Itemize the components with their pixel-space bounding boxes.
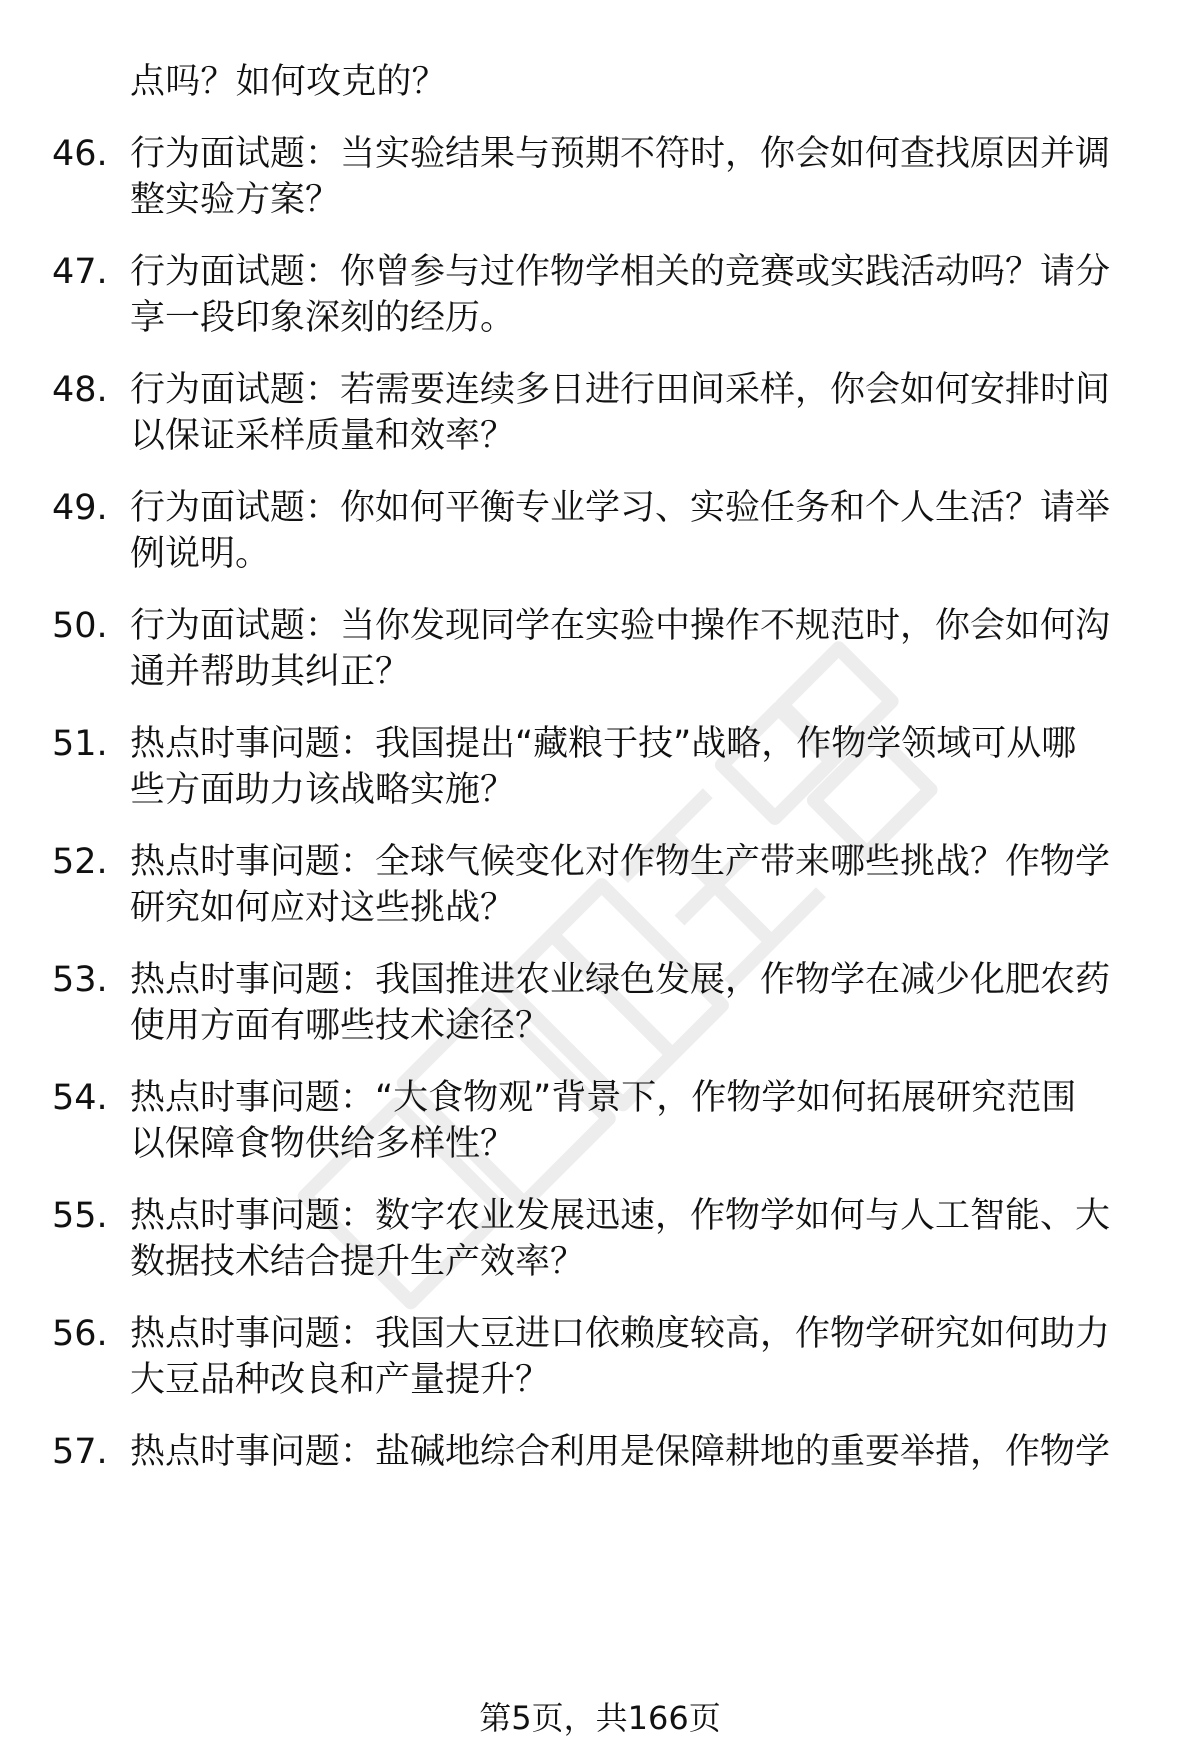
list-item [0, 842, 1200, 942]
question-text-line1: 热点时事问题：我国推进农业绿色发展，作物学在减少化肥农药 [130, 960, 1111, 1000]
question-text-line2: 享一段印象深刻的经历。 [130, 298, 516, 338]
question-number: 47. [52, 252, 108, 292]
list-item [0, 960, 1200, 1060]
question-text-line1: 热点时事问题：“大食物观”背景下，作物学如何拓展研究范围 [130, 1078, 1077, 1118]
question-text-line2: 通并帮助其纠正？ [130, 652, 411, 692]
question-text-line1: 热点时事问题：数字农业发展迅速，作物学如何与人工智能、大 [130, 1196, 1111, 1236]
question-text-line1: 热点时事问题：我国大豆进口依赖度较高，作物学研究如何助力 [130, 1314, 1111, 1354]
question-number: 52. [52, 842, 108, 882]
question-text-line1: 热点时事问题：全球气候变化对作物生产带来哪些挑战？作物学 [130, 842, 1111, 882]
question-number: 50. [52, 606, 108, 646]
question-number: 51. [52, 724, 108, 764]
question-text-line2: 以保障食物供给多样性？ [130, 1124, 516, 1164]
list-item [0, 1078, 1200, 1178]
list-item [0, 724, 1200, 824]
question-number: 46. [52, 134, 108, 174]
list-item [0, 1432, 1200, 1532]
list-item [0, 134, 1200, 234]
list-item [0, 488, 1200, 588]
question-text-line1: 行为面试题：你曾参与过作物学相关的竞赛或实践活动吗？请分 [130, 252, 1111, 292]
page-footer: 第5页，共166页 [479, 1699, 721, 1737]
list-item [0, 1314, 1200, 1414]
question-number: 56. [52, 1314, 108, 1354]
question-number: 57. [52, 1432, 108, 1472]
previous-question-continuation: 点吗？如何攻克的？ [130, 62, 447, 102]
question-text-line2: 以保证采样质量和效率？ [130, 416, 516, 456]
question-text-line2: 数据技术结合提升生产效率？ [130, 1242, 586, 1282]
list-item [0, 1196, 1200, 1296]
question-text-line2: 大豆品种改良和产量提升？ [130, 1360, 551, 1400]
question-text-line2: 使用方面有哪些技术途径？ [130, 1006, 551, 1046]
question-text-line1: 行为面试题：当你发现同学在实验中操作不规范时，你会如何沟 [130, 606, 1111, 646]
question-text-line1: 行为面试题：当实验结果与预期不符时，你会如何查找原因并调 [130, 134, 1111, 174]
question-text-line1: 热点时事问题：盐碱地综合利用是保障耕地的重要举措，作物学 [130, 1432, 1111, 1472]
list-item [0, 370, 1200, 470]
question-number: 55. [52, 1196, 108, 1236]
question-number: 53. [52, 960, 108, 1000]
question-number: 54. [52, 1078, 108, 1118]
question-text-line1: 行为面试题：你如何平衡专业学习、实验任务和个人生活？请举 [130, 488, 1111, 528]
question-text-line2: 些方面助力该战略实施？ [130, 770, 516, 810]
question-text-line1: 行为面试题：若需要连续多日进行田间采样，你会如何安排时间 [130, 370, 1111, 410]
question-text-line2: 例说明。 [130, 534, 271, 574]
list-item [0, 606, 1200, 706]
question-number: 49. [52, 488, 108, 528]
list-item [0, 252, 1200, 352]
question-text-line2: 研究如何应对这些挑战？ [130, 888, 516, 928]
question-number: 48. [52, 370, 108, 410]
question-text-line1: 热点时事问题：我国提出“藏粮于技”战略，作物学领域可从哪 [130, 724, 1077, 764]
question-text-line2: 整实验方案？ [130, 180, 341, 220]
